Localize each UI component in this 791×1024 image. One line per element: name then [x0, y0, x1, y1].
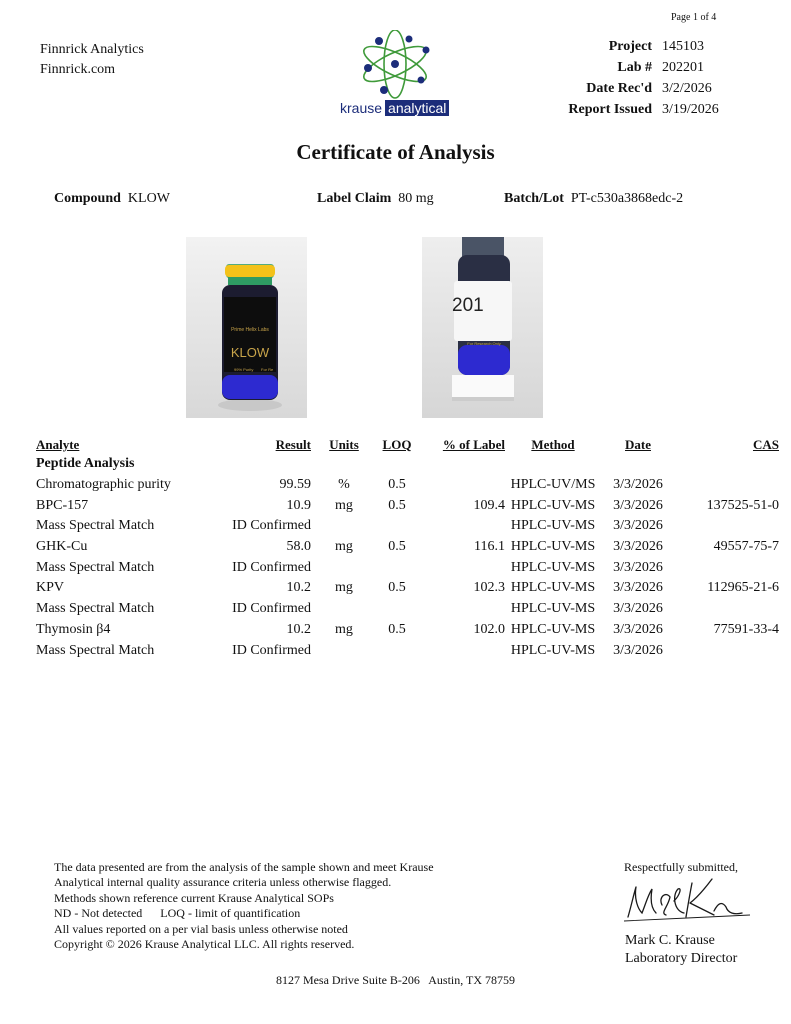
- row-method: HPLC-UV-MS: [510, 497, 596, 513]
- logo-word-analytical: analytical: [385, 100, 449, 116]
- row-percent-of-label: 116.1: [474, 539, 505, 555]
- meta-row-report-issued: [540, 102, 719, 123]
- row-units: [311, 640, 377, 661]
- row-units: mg: [335, 497, 353, 513]
- table-row: [36, 640, 779, 661]
- meta-label: Date Rec'd: [586, 81, 652, 96]
- table-row: [36, 537, 779, 558]
- vial-back-image: [422, 237, 543, 418]
- table-row: [36, 516, 779, 537]
- row-result: 10.2: [286, 580, 311, 596]
- atom-icon: [338, 30, 452, 100]
- row-method: HPLC-UV-MS: [510, 559, 596, 575]
- row-result: 10.9: [286, 497, 311, 513]
- results-body: [36, 454, 779, 661]
- row-cas: [675, 516, 779, 537]
- row-method: HPLC-UV-MS: [510, 518, 596, 534]
- row-loq: 0.5: [388, 621, 406, 637]
- row-units: mg: [335, 621, 353, 637]
- row-analyte: Chromatographic purity: [36, 477, 171, 493]
- row-date: 3/3/2026: [613, 642, 663, 658]
- row-method: HPLC-UV-MS: [510, 580, 596, 596]
- row-analyte: BPC-157: [36, 497, 89, 513]
- client-website: Finnrick.com: [40, 62, 116, 77]
- row-percent-of-label: 109.4: [473, 497, 505, 513]
- logo-wordmark: [338, 100, 449, 116]
- col-header-loq: LOQ: [382, 437, 412, 452]
- vial-side-text: For Research Only: [467, 341, 501, 346]
- table-row: [36, 578, 779, 599]
- row-result: ID Confirmed: [232, 559, 311, 575]
- meta-value: 3/2/2026: [662, 81, 712, 96]
- batch-lot-value: PT-c530a3868edc-2: [570, 191, 684, 206]
- meta-label: Project: [608, 39, 652, 54]
- vial-sticker-number: 201: [452, 295, 484, 316]
- vial-front-image: [186, 237, 307, 418]
- note-line: All values reported on a per vial basis unless otherwise noted: [54, 921, 348, 936]
- col-header-method: Method: [531, 437, 575, 452]
- col-header-analyte: Analyte: [36, 437, 80, 452]
- batch-lot-label: Batch/Lot: [504, 191, 564, 206]
- row-analyte: Mass Spectral Match: [36, 559, 155, 575]
- row-cas: [675, 640, 779, 661]
- row-analyte: Thymosin β4: [36, 621, 111, 637]
- row-units: mg: [335, 580, 353, 596]
- row-loq: 0.5: [388, 539, 406, 555]
- row-result: ID Confirmed: [232, 642, 311, 658]
- sample-photo-back: [422, 237, 543, 418]
- logo-word-krause: krause: [340, 100, 383, 116]
- col-header-percent-of-label: % of Label: [442, 437, 505, 452]
- row-date: 3/3/2026: [613, 559, 663, 575]
- row-date: 3/3/2026: [613, 477, 663, 493]
- meta-value: 3/19/2026: [662, 102, 719, 117]
- row-percent-of-label: [417, 475, 505, 496]
- signer-block: [625, 932, 737, 968]
- footer-notes: [54, 860, 434, 952]
- note-line: Analytical internal quality assurance criteria unless otherwise flagged.: [54, 875, 392, 890]
- row-units: [311, 516, 377, 537]
- vial-brand-text: Prime Helix Labs: [231, 327, 269, 333]
- signer-name: Mark C. Krause: [625, 933, 715, 948]
- client-name: Finnrick Analytics: [40, 42, 144, 57]
- page-number: Page 1 of 4: [671, 12, 717, 23]
- meta-value: 202201: [662, 60, 704, 75]
- row-date: 3/3/2026: [613, 497, 663, 513]
- label-claim-field: [317, 191, 434, 207]
- row-cas: [675, 475, 779, 496]
- meta-row-project: [540, 39, 719, 60]
- row-date: 3/3/2026: [613, 580, 663, 596]
- row-loq: 0.5: [388, 497, 406, 513]
- results-header-row: [36, 436, 779, 454]
- row-analyte: KPV: [36, 580, 65, 596]
- table-row: [36, 495, 779, 516]
- row-loq: 0.5: [388, 580, 406, 596]
- closing-text: Respectfully submitted,: [624, 860, 738, 874]
- meta-row-date-received: [540, 81, 719, 102]
- krause-analytical-logo: [338, 30, 452, 122]
- row-percent-of-label: 102.3: [473, 580, 505, 596]
- row-method: HPLC-UV-MS: [510, 621, 596, 637]
- compound-label: Compound: [54, 191, 121, 206]
- row-method: HPLC-UV-MS: [510, 601, 596, 617]
- document-title: Certificate of Analysis: [296, 140, 495, 164]
- row-date: 3/3/2026: [613, 518, 663, 534]
- table-row: [36, 475, 779, 496]
- row-result: 10.2: [286, 621, 311, 637]
- row-cas: [675, 599, 779, 620]
- col-header-result: Result: [275, 437, 311, 452]
- col-header-date: Date: [625, 437, 651, 452]
- label-claim-label: Label Claim: [317, 191, 392, 206]
- vial-purity-text: 99% Purity: [234, 367, 254, 372]
- row-cas: [675, 557, 779, 578]
- col-header-cas: CAS: [752, 437, 779, 452]
- row-date: 3/3/2026: [613, 539, 663, 555]
- row-loq: [377, 516, 417, 537]
- meta-label: Report Issued: [568, 102, 652, 117]
- row-loq: [377, 599, 417, 620]
- section-label: Peptide Analysis: [36, 456, 135, 472]
- note-line: ND - Not detected LOQ - limit of quantification: [54, 906, 301, 921]
- meta-value: 145103: [662, 39, 704, 54]
- row-analyte: Mass Spectral Match: [36, 601, 155, 617]
- row-cas: 49557-75-7: [713, 539, 779, 555]
- compound-field: [54, 191, 170, 207]
- row-cas: 137525-51-0: [706, 497, 779, 513]
- meta-row-lab-number: [540, 60, 719, 81]
- note-line: Copyright © 2026 Krause Analytical LLC. All rights reserved.: [54, 937, 355, 952]
- table-row: [36, 599, 779, 620]
- row-percent-of-label: [417, 599, 505, 620]
- meta-label: Lab #: [617, 60, 652, 75]
- row-loq: [377, 640, 417, 661]
- row-analyte: Mass Spectral Match: [36, 642, 155, 658]
- signature-image: [622, 873, 752, 929]
- sample-photo-front: [186, 237, 307, 418]
- col-header-units: Units: [329, 437, 359, 452]
- section-row: [36, 454, 779, 475]
- row-result: 99.59: [279, 477, 311, 493]
- note-line: The data presented are from the analysis of the sample shown and meet Krause: [54, 860, 434, 874]
- row-percent-of-label: [417, 557, 505, 578]
- row-units: [311, 557, 377, 578]
- label-claim-value: 80 mg: [398, 191, 434, 206]
- row-method: HPLC-UV/MS: [510, 477, 596, 493]
- row-result: ID Confirmed: [232, 518, 311, 534]
- compound-value: KLOW: [127, 191, 170, 206]
- results-table: [36, 436, 779, 661]
- row-analyte: GHK-Cu: [36, 539, 88, 555]
- row-cas: 112965-21-6: [707, 580, 779, 596]
- row-percent-of-label: [417, 516, 505, 537]
- row-date: 3/3/2026: [613, 601, 663, 617]
- vial-product-text: KLOW: [230, 345, 270, 360]
- row-loq: 0.5: [388, 477, 406, 493]
- row-units: mg: [335, 539, 353, 555]
- row-date: 3/3/2026: [613, 621, 663, 637]
- row-method: HPLC-UV-MS: [510, 642, 596, 658]
- row-percent-of-label: 102.0: [473, 621, 505, 637]
- table-row: [36, 620, 779, 641]
- row-analyte: Mass Spectral Match: [36, 518, 155, 534]
- signer-title: Laboratory Director: [625, 951, 738, 966]
- row-percent-of-label: [417, 640, 505, 661]
- row-result: 58.0: [286, 539, 311, 555]
- row-cas: 77591-33-4: [713, 621, 779, 637]
- row-loq: [377, 557, 417, 578]
- vial-tag-text: For Re: [261, 367, 274, 372]
- report-metadata: [540, 39, 719, 123]
- batch-lot-field: [504, 191, 683, 207]
- client-info: [40, 40, 144, 80]
- row-units: %: [338, 477, 350, 493]
- lab-address: 8127 Mesa Drive Suite B-206 Austin, TX 78759: [275, 973, 516, 987]
- row-result: ID Confirmed: [232, 601, 311, 617]
- row-method: HPLC-UV-MS: [510, 539, 596, 555]
- table-row: [36, 557, 779, 578]
- row-units: [311, 599, 377, 620]
- note-line: Methods shown reference current Krause Analytical SOPs: [54, 890, 334, 905]
